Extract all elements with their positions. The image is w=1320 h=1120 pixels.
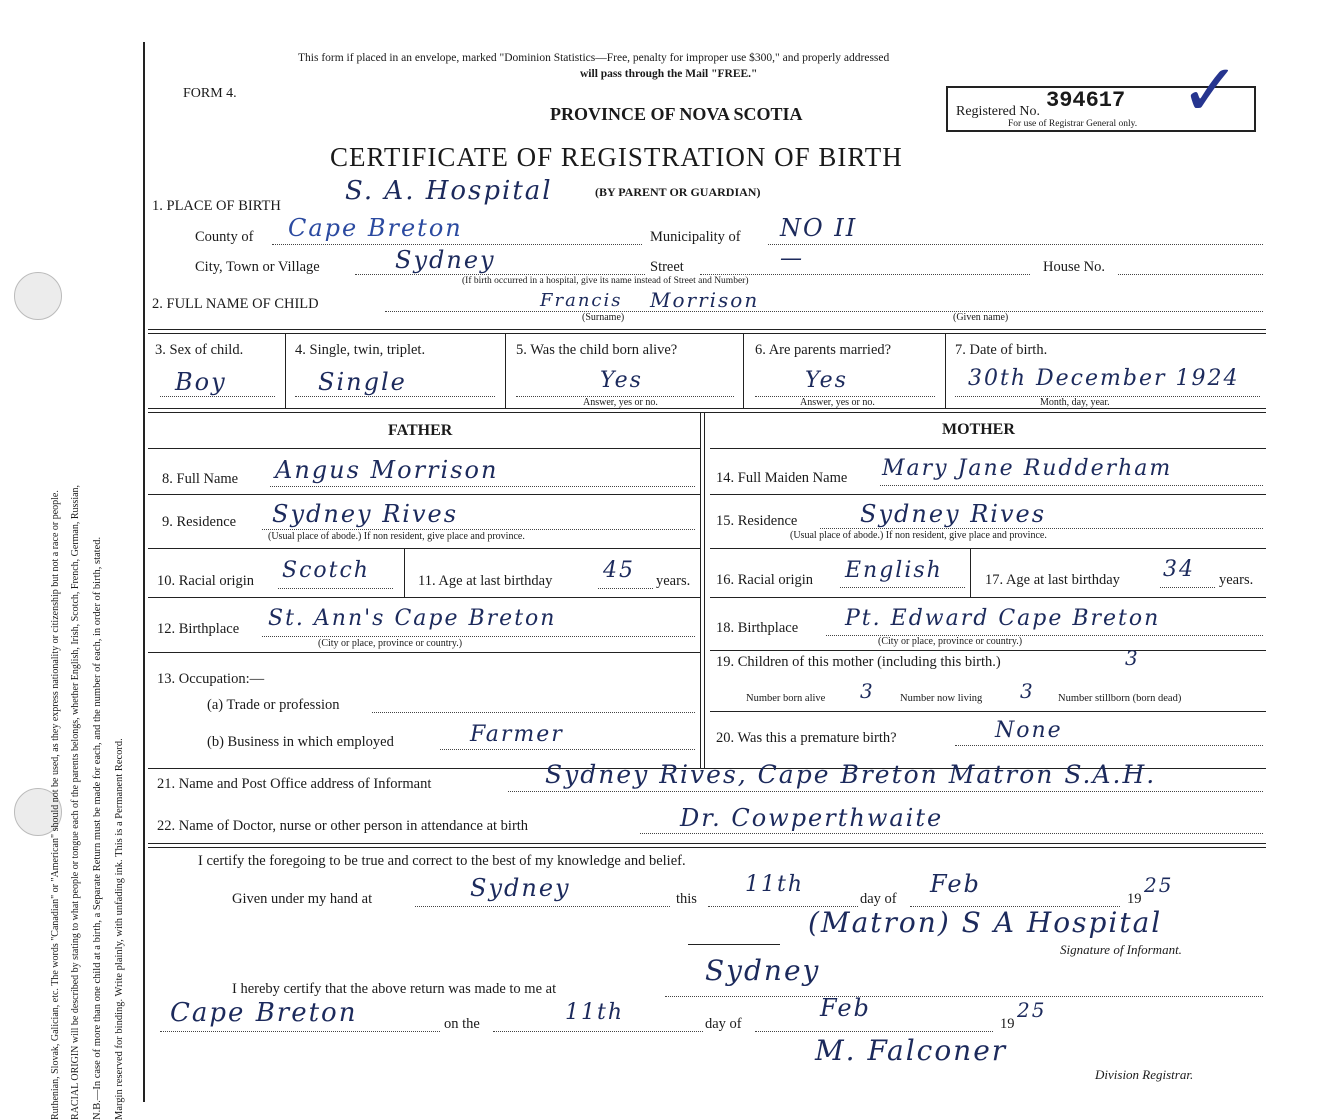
- mother-residence-label: 15. Residence: [716, 513, 798, 529]
- father-residence-note: (Usual place of abode.) If non resident, give place and province.: [268, 531, 525, 542]
- municipality-label: Municipality of: [650, 229, 741, 245]
- father-residence-label: 9. Residence: [162, 514, 237, 530]
- mother-age-label: 17. Age at last birthday: [985, 572, 1120, 588]
- form-number: FORM 4.: [183, 86, 237, 101]
- date-format-note: Month, day, year.: [1040, 397, 1110, 408]
- mother-name-label: 14. Full Maiden Name: [716, 470, 848, 486]
- street-value: —: [780, 246, 804, 271]
- margin-line-4: Ruthenian, Slovak, Galician, etc. The words "Canadian" or "American" should not be used, as they express nationality or citizenship but not a race or people.: [50, 490, 61, 1120]
- mother-birthplace-note: (City or place, province or country.): [878, 636, 1023, 647]
- municipality-value: NO II: [780, 214, 858, 242]
- father-birthplace-value: St. Ann's Cape Breton: [268, 606, 557, 631]
- hospital-note: (If birth occurred in a hospital, give its name instead of Street and Number): [462, 276, 749, 286]
- on-the-label: on the: [444, 1016, 480, 1032]
- informant-signature-caption: Signature of Informant.: [1060, 942, 1182, 957]
- now-living-count: 3: [1020, 679, 1035, 703]
- mother-racial-value: English: [845, 558, 943, 583]
- father-racial-label: 10. Racial origin: [157, 573, 255, 589]
- trade-label: (a) Trade or profession: [207, 697, 340, 713]
- plurality-value: Single: [318, 368, 407, 396]
- county-label: County of: [195, 229, 254, 245]
- given-year-value: 25: [1144, 873, 1174, 897]
- informant-value: Sydney Rives, Cape Breton Matron S.A.H.: [545, 760, 1157, 789]
- house-no-label: House No.: [1043, 259, 1106, 275]
- certificate-title: CERTIFICATE OF REGISTRATION OF BIRTH: [330, 142, 903, 172]
- given-month-value: Feb: [930, 870, 981, 898]
- born-alive-label: 5. Was the child born alive?: [516, 342, 678, 358]
- given-under-label: Given under my hand at: [232, 891, 373, 907]
- business-label: (b) Business in which employed: [207, 734, 394, 750]
- registrar-note: For use of Registrar General only.: [1008, 119, 1138, 129]
- child-surname: Morrison: [650, 288, 760, 312]
- birth-date-label: 7. Date of birth.: [955, 342, 1048, 358]
- mother-racial-label: 16. Racial origin: [716, 572, 814, 588]
- informant-signature: (Matron) S A Hospital: [808, 906, 1163, 939]
- margin-rule: [143, 42, 145, 1102]
- mother-age-value: 34: [1163, 557, 1195, 582]
- postal-notice-line-2: will pass through the Mail "FREE.": [580, 68, 758, 80]
- registrar-place-value: Sydney: [705, 954, 821, 987]
- given-place-value: Sydney: [470, 874, 571, 902]
- mother-residence-note: (Usual place of abode.) If non resident, give place and province.: [790, 530, 1047, 541]
- father-age-value: 45: [603, 558, 635, 583]
- by-parent-note: (BY PARENT OR GUARDIAN): [595, 185, 761, 199]
- father-age-label: 11. Age at last birthday: [418, 573, 553, 589]
- father-years-label: years.: [656, 573, 691, 589]
- postal-notice-line-1: This form if placed in an envelope, marked "Dominion Statistics—Free, penalty for improper use $300," and properly addressed: [298, 52, 890, 64]
- now-living-label: Number now living: [900, 693, 983, 704]
- occupation-label: 13. Occupation:—: [157, 671, 265, 687]
- mother-birthplace-value: Pt. Edward Cape Breton: [845, 606, 1161, 631]
- father-birthplace-note: (City or place, province or country.): [318, 638, 463, 649]
- born-alive-value: Yes: [600, 368, 643, 393]
- margin-line-1: Margin reserved for binding. Write plainly, with unfading ink. This is a Permanent Record.: [114, 738, 125, 1120]
- registrar-signature: M. Falconer: [815, 1034, 1008, 1067]
- province-heading: PROVINCE OF NOVA SCOTIA: [550, 104, 803, 124]
- registered-label: Registered No.: [956, 104, 1040, 119]
- binding-margin: [0, 0, 148, 1120]
- premature-label: 20. Was this a premature birth?: [716, 730, 897, 746]
- sex-label: 3. Sex of child.: [155, 342, 244, 358]
- father-residence-value: Sydney Rives: [272, 500, 459, 528]
- registered-number: 394617: [1046, 88, 1126, 113]
- city-value: Sydney: [395, 246, 496, 274]
- registrar-year-prefix: 19: [1000, 1016, 1015, 1032]
- margin-line-2: N.B.—In case of more than one child at a birth, a Separate Return must be made for each, and the number of each, in order of birth, stated.: [92, 536, 103, 1120]
- day-of-label: day of: [860, 891, 897, 907]
- street-label: Street: [650, 259, 684, 275]
- mother-heading: MOTHER: [942, 421, 1015, 438]
- birth-date-value: 30th December 1924: [968, 366, 1240, 391]
- surname-caption: (Surname): [582, 312, 625, 323]
- registrar-certify-text: I hereby certify that the above return was made to me at: [232, 981, 557, 997]
- child-given-name: Francis: [540, 290, 623, 311]
- place-of-birth-label: 1. PLACE OF BIRTH: [152, 198, 281, 214]
- margin-line-3: RACIAL ORIGIN will be described by stating to what people or tongue each of the parents belongs, whether English, Irish, Scotch, French, German, Russian,: [70, 484, 81, 1120]
- parents-married-value: Yes: [805, 368, 848, 393]
- children-label: 19. Children of this mother (including this birth.): [716, 654, 1001, 670]
- plurality-label: 4. Single, twin, triplet.: [295, 342, 426, 358]
- registrar-county-value: Cape Breton: [170, 998, 358, 1028]
- father-heading: FATHER: [388, 422, 453, 439]
- father-racial-value: Scotch: [282, 558, 370, 583]
- doctor-label: 22. Name of Doctor, nurse or other person in attendance at birth: [157, 818, 529, 834]
- certify-text: I certify the foregoing to be true and correct to the best of my knowledge and belief.: [198, 853, 686, 869]
- doctor-value: Dr. Cowperthwaite: [680, 804, 944, 832]
- father-name-value: Angus Morrison: [275, 456, 499, 484]
- given-day-value: 11th: [745, 872, 805, 897]
- answer-note-1: Answer, yes or no.: [583, 397, 658, 408]
- registrar-day-value: 11th: [565, 1000, 625, 1025]
- informant-label: 21. Name and Post Office address of Informant: [157, 776, 432, 792]
- city-label: City, Town or Village: [195, 259, 320, 275]
- mother-birthplace-label: 18. Birthplace: [716, 620, 799, 636]
- father-birthplace-label: 12. Birthplace: [157, 621, 240, 637]
- check-mark-icon: ✓: [1180, 51, 1241, 131]
- premature-value: None: [995, 718, 1063, 743]
- mother-years-label: years.: [1219, 572, 1254, 588]
- county-value: Cape Breton: [288, 214, 463, 242]
- given-name-caption: (Given name): [953, 312, 1009, 323]
- place-of-birth-value: S. A. Hospital: [345, 176, 553, 206]
- child-name-label: 2. FULL NAME OF CHILD: [152, 296, 319, 312]
- answer-note-2: Answer, yes or no.: [800, 397, 875, 408]
- registrar-month-value: Feb: [820, 994, 871, 1022]
- stillborn-label: Number stillborn (born dead): [1058, 693, 1182, 704]
- mother-name-value: Mary Jane Rudderham: [882, 456, 1173, 481]
- children-value: 3: [1125, 646, 1140, 670]
- parents-married-label: 6. Are parents married?: [755, 342, 892, 358]
- born-alive-count-label: Number born alive: [746, 693, 826, 704]
- business-value: Farmer: [470, 722, 564, 747]
- sex-value: Boy: [175, 368, 227, 396]
- margin-instructions: [46, 80, 130, 1120]
- registrar-year-value: 25: [1017, 998, 1047, 1022]
- born-alive-count: 3: [860, 679, 875, 703]
- this-label: this: [676, 891, 697, 907]
- registrar-day-of-label: day of: [705, 1016, 742, 1032]
- mother-residence-value: Sydney Rives: [860, 500, 1047, 528]
- year-prefix: 19: [1127, 891, 1142, 907]
- registrar-signature-caption: Division Registrar.: [1095, 1067, 1194, 1082]
- father-name-label: 8. Full Name: [162, 471, 239, 487]
